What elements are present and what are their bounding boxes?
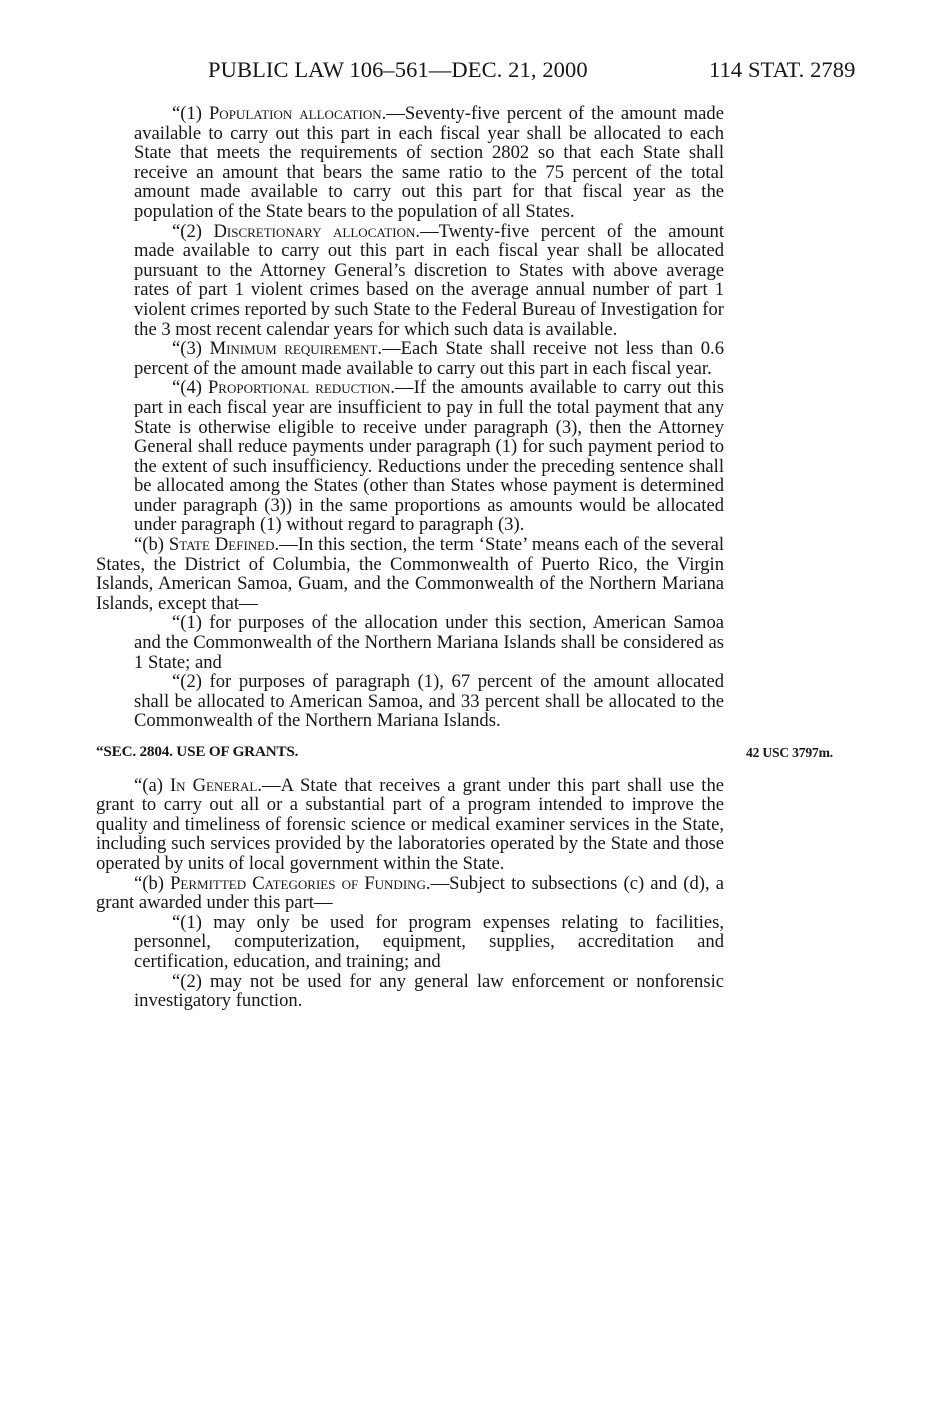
paragraph-caption: Permitted Categories of Funding. xyxy=(170,872,431,894)
paragraph-state-defined-2: “(2) for purposes of paragraph (1), 67 percent of the amount allocated shall be allocated to American Samoa, and 33 percent shall be allocated to the Commonwealth of the Northern Mariana Islands. xyxy=(134,671,724,732)
paragraph-permitted-categories xyxy=(96,874,724,913)
usc-margin-note: 42 USC 3797m. xyxy=(746,745,833,760)
paragraph-caption: Proportional reduction. xyxy=(207,377,395,399)
section-heading xyxy=(96,742,833,762)
paragraph-state-defined-1: “(1) for purposes of the allocation under this section, American Samoa and the Commonwealth of the Northern Mariana Islands shall be considered as 1 State; and xyxy=(134,612,724,673)
paragraph-lead: “(b) xyxy=(134,534,169,556)
paragraph-minimum-requirement xyxy=(96,339,724,378)
paragraph-text: —Subject to subsections (c) and (d), a grant awarded under this part— xyxy=(96,872,724,914)
paragraph-caption: Population allocation. xyxy=(208,103,387,124)
paragraph-population-allocation xyxy=(96,104,724,222)
paragraph-lead: “(2) xyxy=(172,220,214,242)
paragraph-permitted-categories-2: “(2) may not be used for any general law enforcement or nonforensic investigatory function. xyxy=(134,970,724,1012)
paragraph-text: —Each State shall receive not less than 0.6 percent of the amount made available to carry out this part in each fiscal year. xyxy=(134,338,724,379)
paragraph-permitted-categories-1: “(1) may only be used for program expenses relating to facilities, personnel, computerization, equipment, supplies, accreditation and certification, education, and training; and xyxy=(134,911,724,972)
statute-citation: 114 STAT. 2789 xyxy=(709,57,856,82)
paragraph-lead: “(4) xyxy=(172,377,208,399)
paragraph-caption: Minimum requirement. xyxy=(209,338,383,360)
paragraph-proportional-reduction xyxy=(96,378,724,535)
paragraph-text: —A State that receives a grant under this part shall use the grant to carry out all or a substantial part of a program intended to improve the quality and timeliness of forensic science or medical examiner services in the State, including such services provided by the laboratories operated by the State and those operated by units of local government within the State. xyxy=(96,774,724,874)
paragraph-text: —Seventy-five percent of the amount made available to carry out this part in each fiscal year shall be allocated to each State that meets the requirements of section 2802 so that each State shall receive an amount that bears the same ratio to the 75 percent of the total amount made available to carry out this part for that fiscal year as the population of the State bears to the population of all States. xyxy=(134,103,724,222)
paragraph-in-general xyxy=(96,776,724,874)
paragraph-lead: “(3) xyxy=(172,338,210,360)
paragraph-text: —Twenty-five percent of the amount made available to carry out this part in each fiscal year shall be allocated pursuant to the Attorney General’s discretion to States with above average rates of part 1 violent crimes based on the average annual number of part 1 violent crimes reported by such State to the Federal Bureau of Investigation for the 3 most recent calendar years for which such data is available. xyxy=(134,220,724,340)
running-header xyxy=(0,57,944,87)
paragraph-state-defined xyxy=(96,535,724,613)
paragraph-lead: “(b) xyxy=(134,872,171,894)
paragraph-lead: “(1) xyxy=(172,103,209,124)
paragraph-lead: “(a) xyxy=(134,774,170,796)
paragraph-text: —If the amounts available to carry out this part in each fiscal year are insufficient to pay in full the total payment that any State is otherwise eligible to receive under paragraph (3), then the Attorney General shall reduce payments under paragraph (1) for such payment period to the extent of such insufficiency. Reductions under the preceding sentence shall be allocated among the States (other than States whose payment is determined under paragraph (3)) in the same proportions as amounts would be allocated under paragraph (1) without regard to paragraph (3). xyxy=(134,377,724,536)
paragraph-text: —In this section, the term ‘State’ means each of the several States, the District of Columbia, the Commonwealth of Puerto Rico, the Virgin Islands, American Samoa, Guam, and the Commonwealth of the Northern Mariana Islands, except that— xyxy=(96,534,724,614)
section-title: “SEC. 2804. USE OF GRANTS. xyxy=(96,743,299,760)
running-title: PUBLIC LAW 106–561—DEC. 21, 2000 xyxy=(208,57,588,82)
paragraph-discretionary-allocation xyxy=(96,222,724,340)
paragraph-caption: Discretionary allocation. xyxy=(213,220,421,242)
paragraph-caption: In General. xyxy=(169,774,262,796)
paragraph-caption: State Defined. xyxy=(168,534,280,556)
statute-body xyxy=(96,103,833,1012)
